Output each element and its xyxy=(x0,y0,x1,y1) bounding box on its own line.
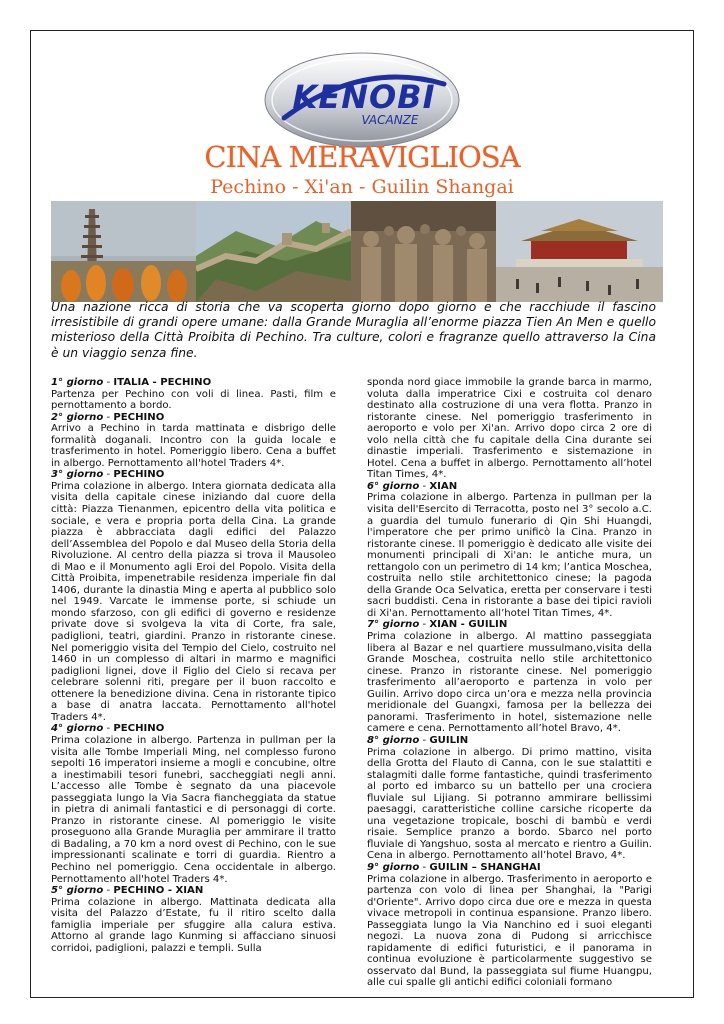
day-destination: ITALIA - PECHINO xyxy=(113,377,212,388)
photo-forbidden-city xyxy=(496,201,663,302)
photo-terracotta-warriors xyxy=(351,201,496,302)
day-description: Prima colazione in albergo. Al mattino passeggiata libera al Bazar e nel quartiere mussulmano,visita della Grande Moschea, costruita nello stile architettonico cinese. Pranzo in ristorante cinese. Nel pomeriggio trasferimento all’aeroporto e partenza in volo per Guilin. Arrivo dopo circa un’ora e mezza nella provincia meridionale del Guangxi, famosa per la bellezza dei panorami. Trasferimento in hotel, sistemazione nelle camere e cena. Pernottamento all’hotel Bravo, 4*. xyxy=(367,631,652,735)
day-description: sponda nord giace immobile la grande barca in marmo, voluta dalla imperatrice Cixi e costruita col denaro destinato alla costruzione di una vera flotta. Pranzo in ristorante cinese. Nel pomeriggio trasferimento in aeroporto e volo per Xi'an. Arrivo dopo circa 2 ore di volo nella città che fu capitale della Cina durante sei dinastie imperiali. Trasferimento e sistemazione in Hotel. Cena a buffet in albergo. Pernottamento all’hotel Titan Times, 4*. xyxy=(367,377,652,481)
day-number: 7° giorno xyxy=(367,619,420,631)
day-heading: 5° giorno - PECHINO - XIAN xyxy=(51,885,204,897)
day-destination: PECHINO xyxy=(113,411,165,423)
day-number: 4° giorno xyxy=(51,723,104,735)
day-description: Prima colazione in albergo. Intera giornata dedicata alla visita della capitale cinese iniziando dal cuore della città: Piazza Tienanmen, epicentro della vita politica e sociale, e vera e propria porta della Cina. La grande piazza è abbracciata dagli edifici del Palazzo dell’Assemblea del Popolo e dal Museo della Storia della Rivoluzione. Al centro della piazza si trova il Mausoleo di Mao e il Monumento agli Eroi del Popolo. Visita della Città Proibita, impenetrabile residenza imperiale fin dal 1406, durante la dinastia Ming e aperta al pubblico solo nel 1949. Varcate le immense porte, si schiude un mondo sfarzoso, con gli edifici di governo e residenze private dove si svolgeva la vita di Corte, fra sale, padiglioni, teatri, giardini. Pranzo in ristorante cinese. Nel pomeriggio visita del Tempio del Cielo, costruito nel 1460 in un complesso di altari in marmo e magnifici padiglioni lignei, dove il Figlio del Cielo si recava per celebrare solenni riti, pregare per il buon raccolto e ottenere la benedizione divina. Cena in ristorante tipico a base di anatra laccata. Pernottamento all'hotel Traders 4*. xyxy=(51,480,336,723)
day-description: Prima colazione in albergo. Di primo mattino, visita della Grotta del Flauto di Canna, con le sue stalattiti e stalagmiti dalle forme fantastiche, quindi trasferimento al porto ed imbarco su un battello per una crociera fluviale sul Lijiang. Si potranno ammirare bellissimi paesaggi, caratteristiche colline carsiche ricoperte da una vegetazione tropicale, boschi di bambù e verdi risaie. Semplice pranzo a bordo. Sbarco nel porto fluviale di Yangshuo, sosta al mercato e rientro a Guilin. Cena in albergo. Pernottamento all’hotel Bravo, 4*. xyxy=(367,746,652,862)
day-heading: 2° giorno - PECHINO xyxy=(51,411,165,423)
day-destination: GUILIN – SHANGHAI xyxy=(429,861,541,873)
day-heading: 8° giorno - GUILIN xyxy=(367,734,469,746)
day-number: 9° giorno xyxy=(367,861,420,873)
day-heading: 7° giorno - XIAN - GUILIN xyxy=(367,619,508,631)
itinerary-right-column xyxy=(367,377,652,989)
day-number: 5° giorno xyxy=(51,885,104,897)
day-number: 8° giorno xyxy=(367,734,420,746)
day-description: Prima colazione in albergo. Partenza in pullman per la visita dell'Esercito di Terracotta, posto nel 3° secolo a.C. a guardia del tumulo funerario di Qin Shi Huangdi, l'imperatore che per primo unificò la Cina. Pranzo in ristorante cinese. Il pomeriggio è dedicato alle visite dei monumenti principali di Xi'an: le antiche mura, un rettangolo con un perimetro di 14 km; l’antica Moschea, costruita nello stile architettonico cinese; la pagoda della Grande Oca Selvatica, eretta per conservare i testi sacri buddisti. Cena in ristorante a base dei tipici ravioli di Xi'an. Pernottamento all’hotel Titan Times, 4*. xyxy=(367,492,652,619)
day-destination: GUILIN xyxy=(429,734,469,746)
day-destination: PECHINO xyxy=(113,723,165,735)
day-description: Prima colazione in albergo. Mattinata dedicata alla visita del Palazzo d’Estate, fu il ritiro scelto dalla famiglia imperiale per sfuggire alla calura estiva. Attorno al grande lago Kunming si affacciano sinuosi corridoi, padiglioni, palazzi e templi. Sulla xyxy=(51,896,336,954)
logo-sub: VACANZE xyxy=(361,113,419,127)
itinerary-left-column xyxy=(51,377,336,954)
photo-pagoda-monks xyxy=(51,201,196,302)
day-description: Partenza per Pechino con voli di linea. Pasti, film e pernottamento a bordo. xyxy=(51,388,336,412)
day-description: Prima colazione in albergo. Partenza in pullman per la visita alle Tombe Imperiali Ming, nel complesso furono sepolti 16 imperatori insieme a mogli e concubine, oltre a inestimabili tesori funebri, saccheggiati negli anni. L’accesso alle Tombe è segnato da una piacevole passeggiata lungo la Via Sacra fiancheggiata da statue in pietra di animali fantastici e di personaggi di corte. Pranzo in ristorante cinese. Al pomeriggio le visite proseguono alla Grande Muraglia per ammirare il tratto di Badaling, a 70 km a nord ovest di Pechino, con le sue impressionanti scalinate e torri di guardia. Rientro a Pechino nel pomeriggio. Cena occidentale in albergo. Pernottamento all'hotel Traders 4*. xyxy=(51,734,336,885)
day-heading: 1° giorno - ITALIA - PECHINO xyxy=(51,377,212,388)
day-heading: 3° giorno - PECHINO xyxy=(51,469,165,481)
logo-brand: KENOBI xyxy=(292,78,436,116)
day-destination: XIAN - GUILIN xyxy=(429,619,508,631)
day-heading: 4° giorno - PECHINO xyxy=(51,723,165,735)
day-destination: PECHINO - XIAN xyxy=(113,885,204,897)
day-number: 2° giorno xyxy=(51,411,104,423)
day-heading: 6° giorno - XIAN xyxy=(367,480,458,492)
intro-paragraph: Una nazione ricca di storia che va scoperta giorno dopo giorno e che racchiude il fascino irresistibile di grandi opere umane: dalla Grande Muraglia all’enorme piazza Tien An Men e quello misterioso della Città Proibita di Pechino. Tra culture, colori e fragranze quello attraverso la Cina è un viaggio senza fine. xyxy=(51,300,656,360)
day-heading: 9° giorno - GUILIN – SHANGHAI xyxy=(367,861,541,873)
page-title: CINA MERAVIGLIOSA xyxy=(204,140,520,174)
day-number: 6° giorno xyxy=(367,480,420,492)
day-number: 1° giorno xyxy=(51,377,104,388)
photo-great-wall xyxy=(196,201,351,302)
page-subtitle: Pechino - Xi'an - Guilin Shangai xyxy=(210,176,514,198)
day-description: Prima colazione in albergo. Trasferimento in aeroporto e partenza con volo di linea per Shanghai, la "Parigi d'Oriente". Arrivo dopo circa due ore e mezza in questa vivace metropoli in continua espansione. Pranzo libero. Passeggiata lungo la Via Nanchino ed i suoi eleganti negozi. La nuova zona di Pudong si arricchisce rapidamente di edifici futuristici, e il panorama in continua evoluzione è particolarmente suggestivo se osservato dal Bund, la passeggiata sul fiume Huangpu, alle cui spalle gli antichi edifici coloniali formano xyxy=(367,873,652,989)
day-description: Arrivo a Pechino in tarda mattinata e disbrigo delle formalità doganali. Incontro con la guida locale e trasferimento in hotel. Pomeriggio libero. Cena a buffet in albergo. Pernottamento all'hotel Traders 4*. xyxy=(51,423,336,469)
photo-strip xyxy=(51,201,663,302)
kenobi-logo xyxy=(262,50,462,150)
day-number: 3° giorno xyxy=(51,469,104,481)
day-destination: XIAN xyxy=(429,480,458,492)
day-destination: PECHINO xyxy=(113,469,165,481)
